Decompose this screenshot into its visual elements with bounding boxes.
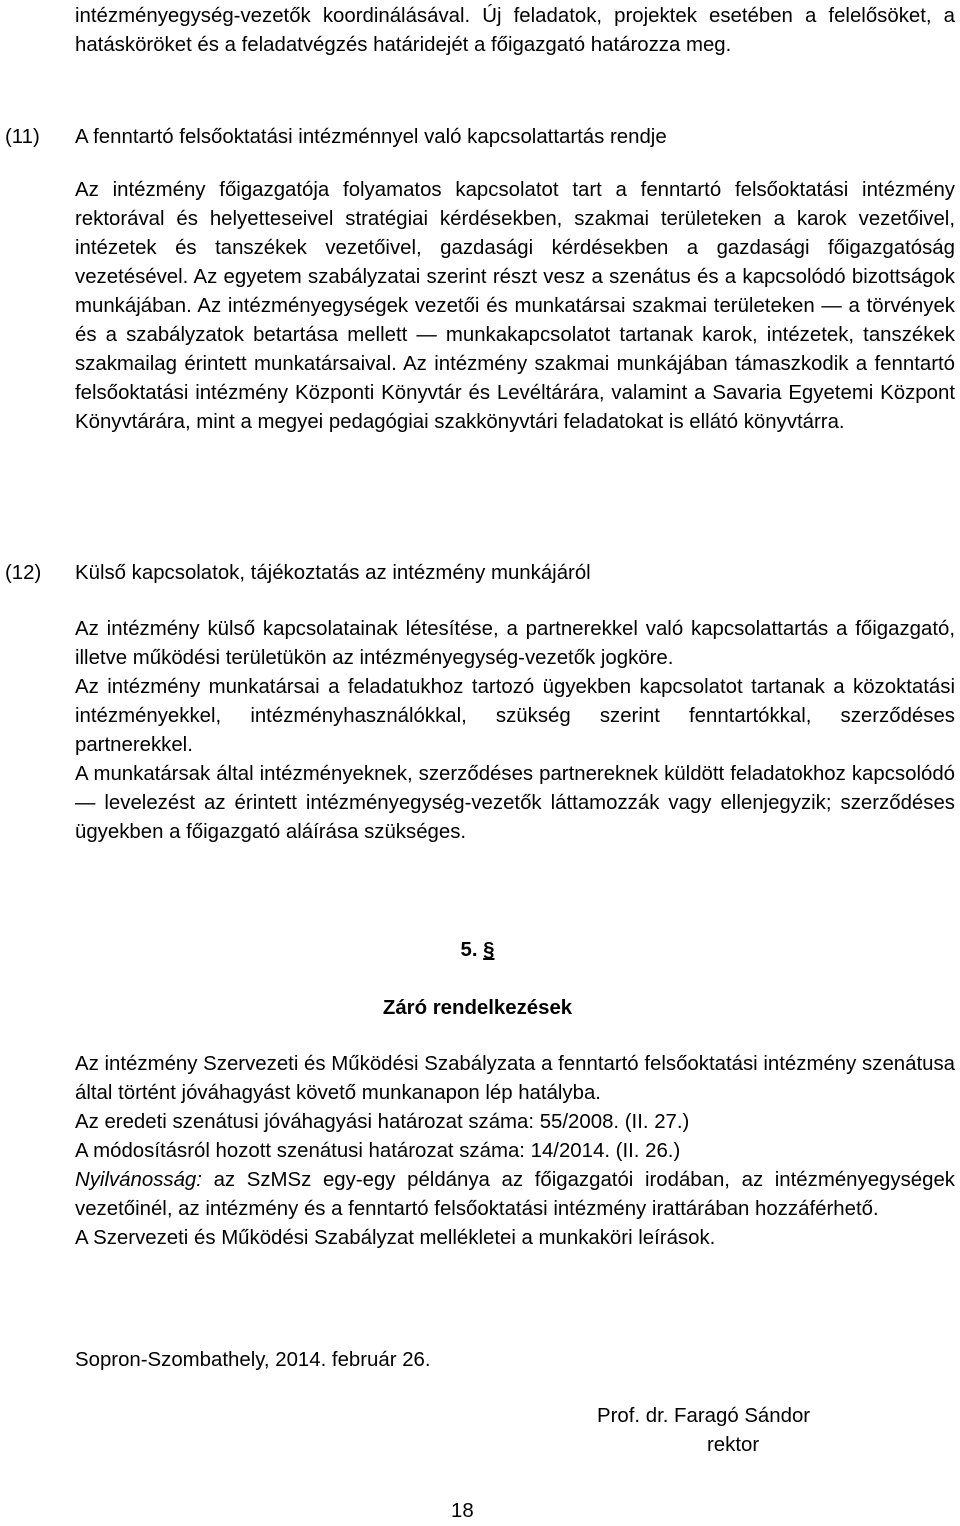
section-12-paragraph-2: Az intézmény munkatársai a feladatukhoz tartozó ügyekben kapcsolatot tartanak a közoktatási intézményekkel, intézményhasználókkal, szükség szerint fenntartókkal, szerződéses partnerekkel.	[75, 676, 955, 756]
section-12-title: Külső kapcsolatok, tájékoztatás az intézmény munkájáról	[75, 562, 591, 584]
closing-paragraph-annexes: A Szervezeti és Működési Szabályzat mellékletei a munkaköri leírások.	[75, 1227, 716, 1249]
closing-paragraph-effect: Az intézmény Szervezeti és Működési Szabályzata a fenntartó felsőoktatási intézmény szenátusa által történt jóváhagyást követő munkanapon lép hatályba.	[75, 1053, 955, 1104]
section-12-paragraph-3: A munkatársak által intézményeknek, szerződéses partnereknek küldött feladatokhoz kapcsolódó — levelezést az érintett intézményegység-vezetők láttamozzák vagy ellenjegyzik; szerződéses ügyekben a főigazgató aláírása szükséges.	[75, 763, 955, 843]
closing-paragraph-publicity	[75, 1166, 955, 1224]
chapter-title: Záró rendelkezések	[382, 997, 573, 1019]
page-number: 18	[451, 1500, 474, 1522]
section-11-title: A fenntartó felsőoktatási intézménnyel való kapcsolattartás rendje	[75, 126, 667, 148]
section-symbol: §	[483, 939, 495, 961]
closing-paragraph-original-resolution: Az eredeti szenátusi jóváhagyási határozat száma: 55/2008. (II. 27.)	[75, 1111, 690, 1133]
closing-provisions	[75, 1050, 955, 1253]
section-11-number: (11)	[5, 126, 40, 148]
closing-paragraph-amendment-resolution: A módosításról hozott szenátusi határozat száma: 14/2014. (II. 26.)	[75, 1140, 681, 1162]
chapter-number	[75, 936, 880, 965]
section-11-paragraph: Az intézmény főigazgatója folyamatos kapcsolatot tart a fenntartó felsőoktatási intézmény rektorával és helyetteseivel stratégiai kérdésekben, szakmai területeken a karok vezetőivel, intézetek és tanszékek vezetőivel, gazdasági kérdésekben a gazdasági főigazgatóság vezetésével. Az egyetem szabályzatai szerint részt vesz a szenátus és a kapcsolódó bizottságok munkájában. Az intézményegységek vezetői és munkatársai szakmai területeken — a törvények és a szabályzatok betartása mellett — munkakapcsolatot tartanak karok, intézetek, tanszékek szakmailag érintett munkatársaival. Az intézmény szakmai munkájában támaszkodik a fenntartó felsőoktatási intézmény Központi Könyvtár és Levéltárára, valamint a Savaria Egyetemi Központ Könyvtárára, mint a megyei pedagógiai szakkönyvtári feladatokat is ellátó könyvtárra.	[75, 179, 955, 433]
signatory-name: Prof. dr. Faragó Sándor	[597, 1405, 811, 1427]
chapter-number-text: 5.	[460, 939, 478, 961]
publicity-label: Nyilvánosság:	[75, 1169, 202, 1191]
signatory-title: rektor	[707, 1434, 760, 1456]
section-12-number: (12)	[5, 562, 42, 584]
place-date: Sopron-Szombathely, 2014. február 26.	[75, 1349, 431, 1371]
publicity-text: az SzMSz egy-egy példánya az főigazgatói irodában, az intézményegységek vezetőinél, az intézmény és a fenntartó felsőoktatási intézmény irattárában hozzáférhető.	[75, 1169, 955, 1220]
section-12-paragraph-1: Az intézmény külső kapcsolatainak létesítése, a partnerekkel való kapcsolattartás a főigazgató, illetve működési területükön az intézményegység-vezetők jogköre.	[75, 618, 955, 669]
section-12-body	[75, 615, 955, 847]
top-paragraph: intézményegység-vezetők koordinálásával. Új feladatok, projektek esetében a felelősöket, a hatásköröket és a feladatvégzés határidejét a főigazgató határozza meg.	[75, 5, 955, 56]
